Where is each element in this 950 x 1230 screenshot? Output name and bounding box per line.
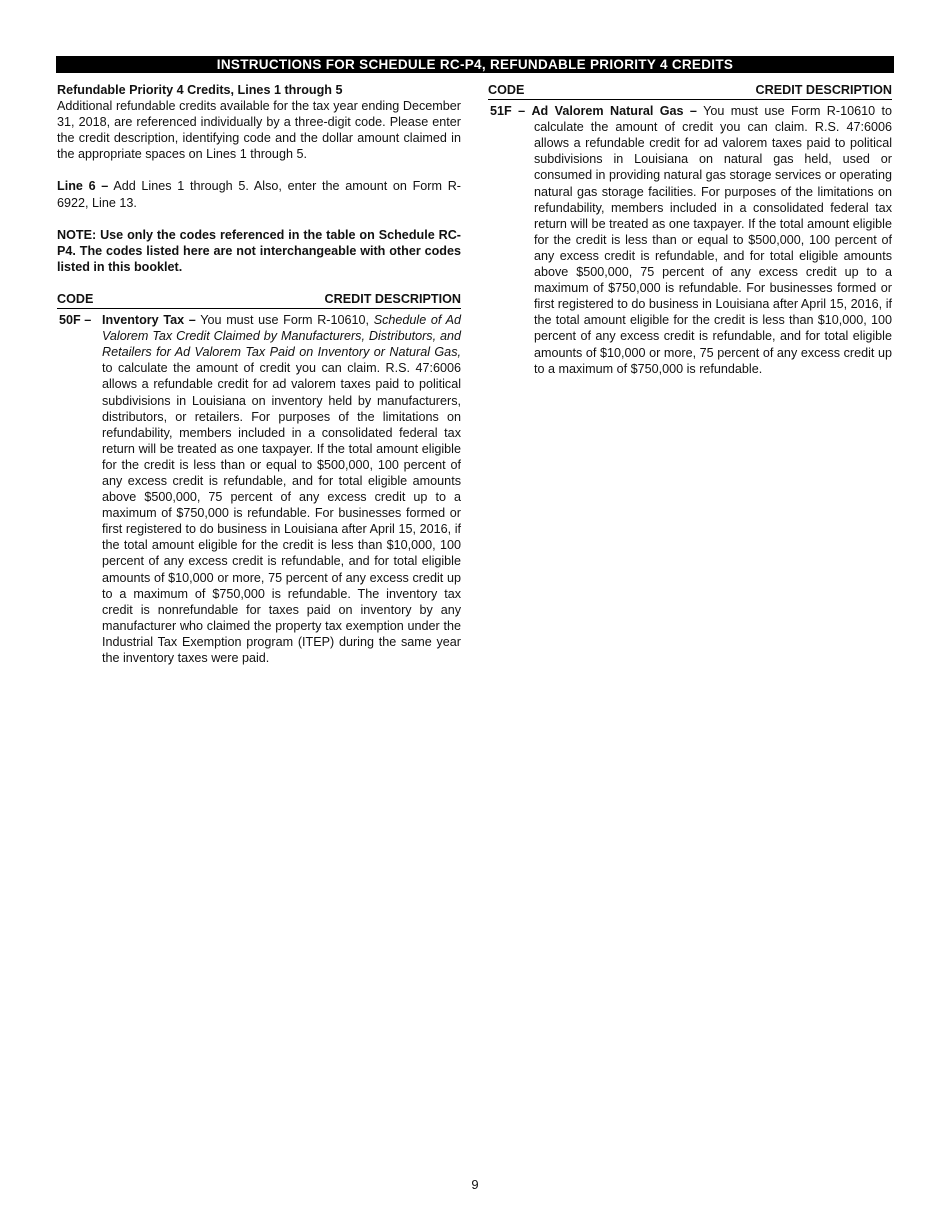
page-title-bar: INSTRUCTIONS FOR SCHEDULE RC-P4, REFUNDABLE PRIORITY 4 CREDITS <box>56 56 894 73</box>
right-column <box>488 82 892 377</box>
code-column-header: CODE <box>57 291 94 306</box>
table-header <box>488 82 892 100</box>
line6-paragraph <box>57 178 461 210</box>
intro-paragraph: Additional refundable credits available for the tax year ending December 31, 2018, are referenced individually by a three-digit code. Please enter the credit description, identifying code and the dollar amount claimed in the appropriate spaces on Lines 1 through 5. <box>57 99 461 162</box>
left-column <box>57 82 461 666</box>
credit-name: Inventory Tax – <box>102 313 196 328</box>
credit-text-cont: to calculate the amount of credit you can claim. R.S. 47:6006 allows a refundable credit for ad valorem taxes paid to political subdivisions in Louisiana on inventory held by manufacturers, distributors, or retailers. For purposes of the limitations on refundability, members included in a consolidated federal tax return will be treated as one taxpayer. If the total amount eligible for the credit is less than or equal to $500,000, 100 percent of any excess credit is refundable, and for total eligible amounts above $500,000, 75 percent of any excess credit up to a maximum of $750,000 is refundable. For businesses formed or first registered to do business in Louisiana after April 15, 2016, if the total amount eligible for the credit is less than $10,000, 100 percent of any excess credit is refundable, and for total eligible amounts of $10,000 or more, 75 percent of any excess credit up to a maximum of $750,000 is refundable. The inventory tax credit is nonrefundable for taxes paid on inventory by any manufacturer who claimed the property tax exemption under the Industrial Tax Exemption program (ITEP) during the same year the inventory taxes were paid. <box>102 361 461 665</box>
note-paragraph: NOTE: Use only the codes referenced in the table on Schedule RC-P4. The codes listed here are not interchangeable with other codes listed in this booklet. <box>57 227 461 274</box>
section-heading: Refundable Priority 4 Credits, Lines 1 through 5 <box>57 83 343 97</box>
line6-label: Line 6 – <box>57 179 109 194</box>
form-title: Schedule of Ad Valorem Tax Credit Claimed by Manufacturers, Distributors, and Retailers for Ad Valorem Tax Paid on Inventory or Natural Gas, <box>102 313 461 360</box>
table-header <box>57 291 461 309</box>
credit-description <box>102 312 461 666</box>
credit-text: You must use Form R-10610, <box>195 313 374 328</box>
code-column-header: CODE <box>488 83 525 97</box>
credit-text: You must use Form R-10610 to calculate the amount of credit you can claim. R.S. 47:6006 allows a refundable credit for ad valorem taxes paid to political subdivisions in Louisiana on natural gas held, used or consumed in providing natural gas storage services or operating natural gas storage facilities. For purposes of the limitations on refundability, members included in a consolidated federal tax return will be treated as one taxpayer. If the total amount eligible for the credit is less than or equal to $500,000, 100 percent of any excess credit is refundable, and for total eligible amounts above $500,000, 75 percent of any excess credit up to a maximum of $750,000 is refundable. For businesses formed or first registered to do business in Louisiana after April 15, 2016, if the total amount eligible for the credit is less than $10,000, 100 percent of any excess credit is refundable, and for total eligible amounts of $10,000 or more, 75 percent of any excess credit up to a maximum of $750,000 is refundable. <box>534 104 892 376</box>
description-column-header: CREDIT DESCRIPTION <box>755 83 892 97</box>
description-column-header: CREDIT DESCRIPTION <box>324 291 461 306</box>
credit-entry-51f <box>488 103 892 377</box>
credit-code: 50F – <box>59 313 92 328</box>
line6-text: Add Lines 1 through 5. Also, enter the amount on Form R-6922, Line 13. <box>57 179 461 210</box>
credit-name: Ad Valorem Natural Gas – <box>531 104 697 119</box>
page-number: 9 <box>471 1177 479 1192</box>
credit-code: 51F – <box>490 104 526 119</box>
credit-entry-50f <box>57 312 461 666</box>
